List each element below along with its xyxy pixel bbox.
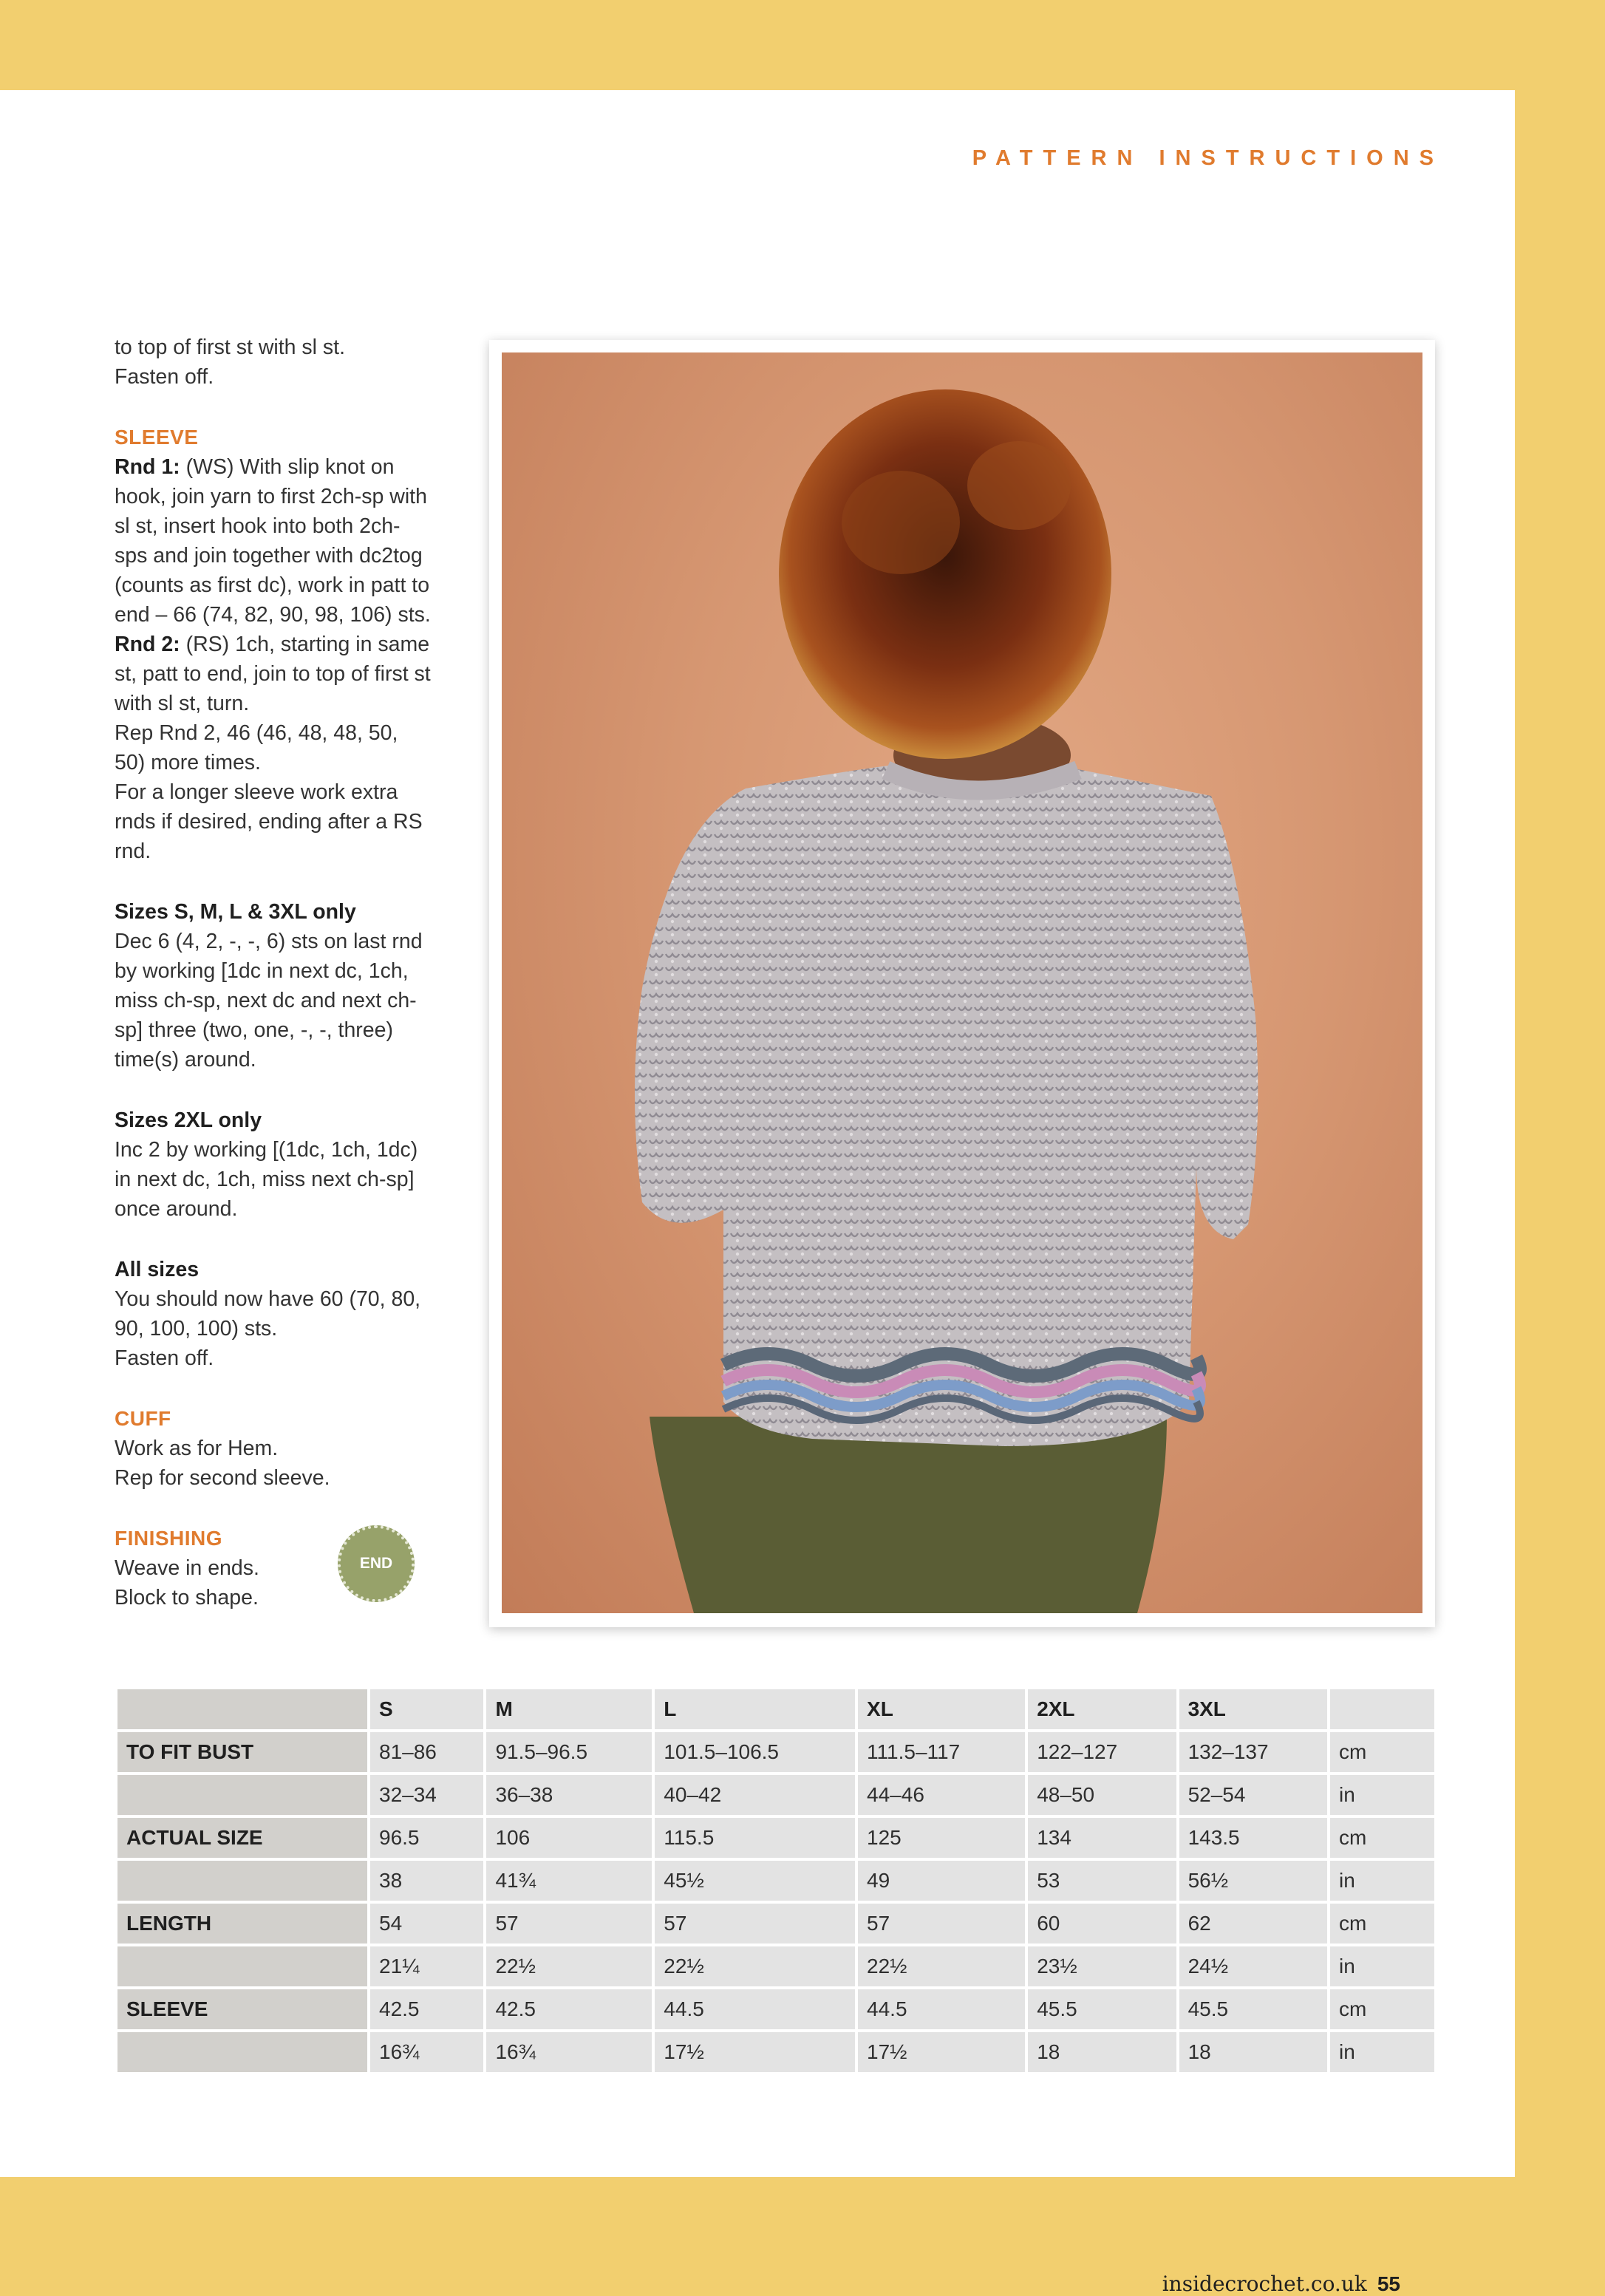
table-cell: 38 (370, 1861, 483, 1901)
table-cell: 52–54 (1179, 1775, 1327, 1815)
table-cell: 40–42 (655, 1775, 855, 1815)
rnd1-text: (WS) With slip knot on hook, join yarn to first 2ch-sp with sl st, insert hook into both 2ch-sps and join together with dc2tog (counts as first dc), work in patt to end – 66 (74, 82, 90, 98, 106) sts. (115, 455, 431, 627)
table-cell: 22½ (858, 1946, 1025, 1986)
rnd2-text: (RS) 1ch, starting in same st, patt to end, join to top of first st with sl st, turn. (115, 633, 431, 715)
footer-url: insidecrochet.co.uk (1162, 2272, 1367, 2296)
table-row (117, 1732, 1434, 1772)
size-table (115, 1686, 1437, 2075)
table-cell: 115.5 (655, 1818, 855, 1858)
all-sizes-heading: All sizes (115, 1258, 200, 1281)
cuff-heading: CUFF (115, 1407, 171, 1430)
section-header: PATTERN INSTRUCTIONS (972, 146, 1444, 170)
table-cell: 143.5 (1179, 1818, 1327, 1858)
row-label: TO FIT BUST (117, 1732, 367, 1772)
row-label: LENGTH (117, 1904, 367, 1944)
hair (779, 389, 1111, 759)
rnd2-paragraph (115, 630, 432, 718)
table-cell: 45.5 (1179, 1989, 1327, 2029)
table-cell: 32–34 (370, 1775, 483, 1815)
table-header-row (117, 1689, 1434, 1729)
finishing-line-2: Block to shape. (115, 1586, 259, 1609)
table-cell: 48–50 (1028, 1775, 1176, 1815)
table-cell: 57 (655, 1904, 855, 1944)
rnd1-label: Rnd 1: (115, 455, 180, 479)
table-cell: L (655, 1689, 855, 1729)
table-row (117, 1818, 1434, 1858)
all-sizes-text: You should now have 60 (70, 80, 90, 100, 100) sts. (115, 1287, 421, 1341)
unit-cell: in (1330, 1861, 1434, 1901)
sleeve-heading: SLEEVE (115, 426, 199, 449)
rnd2-label: Rnd 2: (115, 633, 180, 656)
sizes-b-heading: Sizes 2XL only (115, 1108, 262, 1132)
trousers (650, 1417, 1167, 1613)
end-badge: END (338, 1525, 415, 1602)
rnd1-paragraph (115, 452, 432, 630)
finishing-heading: FINISHING (115, 1527, 223, 1550)
unit-cell (1330, 1689, 1434, 1729)
intro-line-1: to top of first st with sl st. (115, 335, 346, 359)
table-cell: 111.5–117 (858, 1732, 1025, 1772)
table-row (117, 1904, 1434, 1944)
row-label: SLEEVE (117, 1989, 367, 2029)
cuff-line-2: Rep for second sleeve. (115, 1466, 330, 1490)
table-cell: 24½ (1179, 1946, 1327, 1986)
table-cell: 122–127 (1028, 1732, 1176, 1772)
table-cell: 18 (1028, 2032, 1176, 2072)
table-cell: 132–137 (1179, 1732, 1327, 1772)
table-row (117, 2032, 1434, 2072)
page-footer (1162, 2272, 1400, 2296)
table-cell: 42.5 (370, 1989, 483, 2029)
rep-rnd2: Rep Rnd 2, 46 (46, 48, 48, 50, 50) more times. (115, 721, 398, 774)
sizes-a-heading: Sizes S, M, L & 3XL only (115, 900, 356, 924)
sweater (635, 763, 1258, 1446)
table-cell: 91.5–96.5 (486, 1732, 652, 1772)
table-cell: 18 (1179, 2032, 1327, 2072)
table-cell: 45½ (655, 1861, 855, 1901)
unit-cell: in (1330, 1946, 1434, 1986)
row-label (117, 1775, 367, 1815)
row-label: ACTUAL SIZE (117, 1818, 367, 1858)
table-cell: 54 (370, 1904, 483, 1944)
table-cell: 17½ (655, 2032, 855, 2072)
table-cell: 53 (1028, 1861, 1176, 1901)
table-cell: 22½ (655, 1946, 855, 1986)
intro-line-2: Fasten off. (115, 365, 214, 389)
table-cell: 42.5 (486, 1989, 652, 2029)
table-row (117, 1861, 1434, 1901)
sweater-back-photo (502, 352, 1422, 1613)
table-cell: 57 (486, 1904, 652, 1944)
page-number: 55 (1377, 2272, 1400, 2295)
row-label (117, 1689, 367, 1729)
table-cell: 3XL (1179, 1689, 1327, 1729)
table-row (117, 1775, 1434, 1815)
longer-sleeve-note: For a longer sleeve work extra rnds if desired, ending after a RS rnd. (115, 780, 423, 863)
unit-cell: cm (1330, 1732, 1434, 1772)
table-cell: 44–46 (858, 1775, 1025, 1815)
table-cell: 57 (858, 1904, 1025, 1944)
unit-cell: cm (1330, 1818, 1434, 1858)
unit-cell: cm (1330, 1904, 1434, 1944)
page (0, 90, 1515, 2296)
sizes-b-text: Inc 2 by working [(1dc, 1ch, 1dc) in next dc, 1ch, miss next ch-sp] once around. (115, 1138, 418, 1221)
photo-frame (489, 340, 1435, 1627)
table-cell: 44.5 (655, 1989, 855, 2029)
table-cell: 125 (858, 1818, 1025, 1858)
table-cell: 41¾ (486, 1861, 652, 1901)
table-row (117, 1946, 1434, 1986)
table-cell: XL (858, 1689, 1025, 1729)
row-label (117, 1861, 367, 1901)
table-cell: 96.5 (370, 1818, 483, 1858)
table-cell: 101.5–106.5 (655, 1732, 855, 1772)
row-label (117, 2032, 367, 2072)
table-cell: 22½ (486, 1946, 652, 1986)
table-cell: 45.5 (1028, 1989, 1176, 2029)
table-cell: 23½ (1028, 1946, 1176, 1986)
table-cell: 16¾ (486, 2032, 652, 2072)
unit-cell: cm (1330, 1989, 1434, 2029)
instructions-column (115, 333, 432, 1612)
table-cell: 36–38 (486, 1775, 652, 1815)
unit-cell: in (1330, 2032, 1434, 2072)
row-label (117, 1946, 367, 1986)
table-cell: 44.5 (858, 1989, 1025, 2029)
unit-cell: in (1330, 1775, 1434, 1815)
table-row (117, 1989, 1434, 2029)
table-cell: 49 (858, 1861, 1025, 1901)
table-cell: 16¾ (370, 2032, 483, 2072)
all-sizes-fasten: Fasten off. (115, 1346, 214, 1370)
table-cell: 56½ (1179, 1861, 1327, 1901)
table-cell: 60 (1028, 1904, 1176, 1944)
photo-illustration (502, 352, 1422, 1613)
table-cell: 81–86 (370, 1732, 483, 1772)
finishing-block (115, 1524, 432, 1612)
table-cell: 17½ (858, 2032, 1025, 2072)
table-cell: S (370, 1689, 483, 1729)
table-cell: 21¼ (370, 1946, 483, 1986)
table-cell: 134 (1028, 1818, 1176, 1858)
table-cell: 106 (486, 1818, 652, 1858)
cuff-line-1: Work as for Hem. (115, 1437, 279, 1460)
table-cell: 62 (1179, 1904, 1327, 1944)
table-cell: M (486, 1689, 652, 1729)
table-cell: 2XL (1028, 1689, 1176, 1729)
sizes-a-text: Dec 6 (4, 2, -, -, 6) sts on last rnd by working [1dc in next dc, 1ch, miss ch-sp, next dc and next ch-sp] three (two, one, -, -, three) time(s) around. (115, 930, 423, 1072)
finishing-line-1: Weave in ends. (115, 1556, 259, 1580)
